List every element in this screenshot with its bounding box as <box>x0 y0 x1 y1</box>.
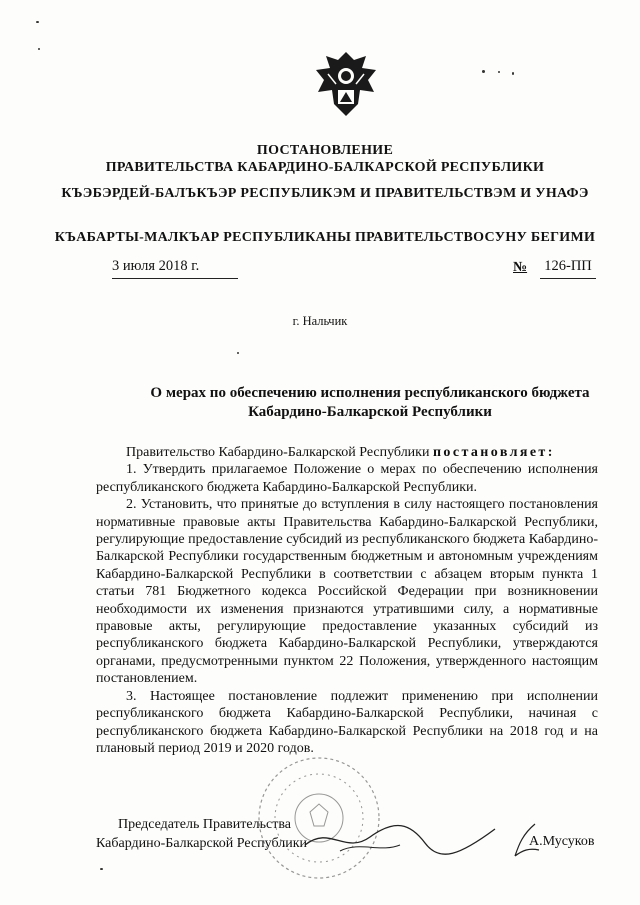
signatory-title-line: Председатель Правительства <box>118 817 291 832</box>
signatory-title <box>96 815 307 853</box>
document-type: ПОСТАНОВЛЕНИЕ <box>256 143 394 158</box>
document-body <box>96 444 598 757</box>
number-label: № <box>513 260 528 275</box>
document-number: 126-ПП <box>540 258 596 279</box>
issuing-authority-balkar: КЪАБАРТЫ-МАЛКЪАР РЕСПУБЛИКАНЫ ПРАВИТЕЛЬСТВОСУНУ БЕГИМИ <box>54 230 596 245</box>
document-city: г. Нальчик <box>292 314 348 328</box>
title-line: Кабардино-Балкарской Республики <box>248 404 492 420</box>
document-date: 3 июля 2018 г. <box>112 258 238 279</box>
paragraph-1: 1. Утвердить прилагаемое Положение о мерах по обеспечению исполнения республиканского бюджета Кабардино-Балкарской Республики. <box>96 462 598 495</box>
intro-text: Правительство Кабардино-Балкарской Республики <box>126 445 430 460</box>
issuing-authority: ПРАВИТЕЛЬСТВА КАБАРДИНО-БАЛКАРСКОЙ РЕСПУБЛИКИ <box>105 160 545 175</box>
paragraph-2: 2. Установить, что принятые до вступления в силу настоящего постановления нормативные правовые акты Правительства Кабардино-Балкарской Республики, регулирующие предоставление субсидий из республиканского бюджета Кабардино-Балкарской Республики государственным бюджетным и автономным учреждениям Кабардино-Балкарской Республики в соответствии с абзацем вторым пункта 1 статьи 781 Бюджетного кодекса Российской Федерации при возникновении необходимости их изменения признаются утратившими силу, а нормативные правовые акты, регулирующие предоставление указанных субсидий из республиканского бюджета Кабардино-Балкарской Республики, утверждаются органами, предусмотренными пунктом 22 Положения, утвержденного настоящим постановлением. <box>96 497 598 687</box>
signatory-title-line: Кабардино-Балкарской Республики <box>96 836 307 851</box>
document-title <box>130 384 610 422</box>
title-line: О мерах по обеспечению исполнения республиканского бюджета <box>150 385 590 401</box>
decree-word: постановляет: <box>432 445 555 460</box>
coat-of-arms-emblem <box>314 50 378 118</box>
signatory-name: А.Мусуков <box>529 834 595 849</box>
issuing-authority-kabardian: КЪЭБЭРДЕЙ-БАЛЪКЪЭР РЕСПУБЛИКЭМ И ПРАВИТЕЛЬСТВЭМ И УНАФЭ <box>61 186 589 201</box>
handwritten-signature <box>300 815 500 865</box>
paragraph-3: 3. Настоящее постановление подлежит применению при исполнении республиканского бюджета Кабардино-Балкарской Республики, начиная с республиканского бюджета Кабардино-Балкарской Республики на 2018 год и на плановый период 2019 и 2020 годов. <box>96 688 598 756</box>
intro-paragraph <box>96 444 598 461</box>
